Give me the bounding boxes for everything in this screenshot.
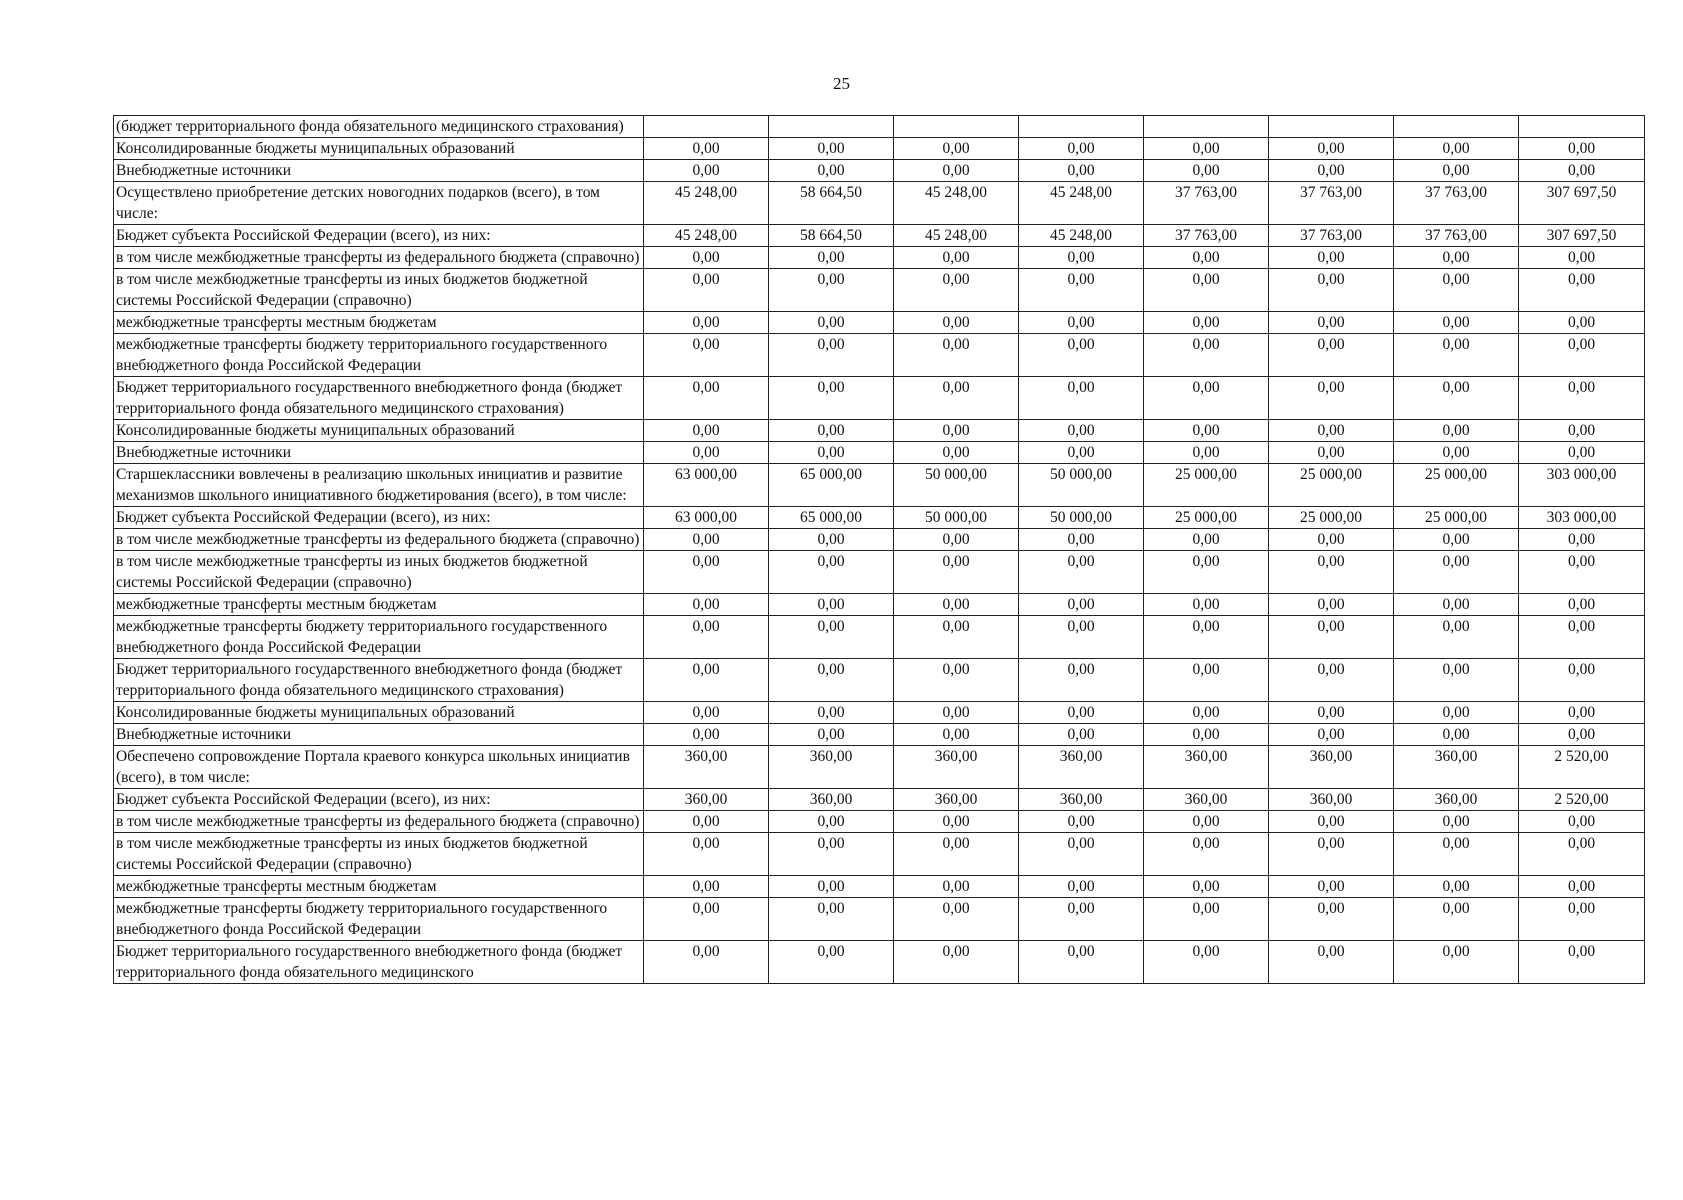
value-cell: 0,00 bbox=[894, 160, 1019, 182]
row-label: Обеспечено сопровождение Портала краевого конкурса школьных инициатив (всего), в том числе: bbox=[114, 746, 644, 789]
table-row bbox=[114, 116, 1645, 138]
value-cell: 0,00 bbox=[1394, 160, 1519, 182]
table-row bbox=[114, 182, 1645, 225]
value-cell: 0,00 bbox=[1269, 898, 1394, 941]
total-value-cell: 0,00 bbox=[1519, 941, 1645, 984]
row-label: (бюджет территориального фонда обязательного медицинского страхования) bbox=[114, 116, 644, 138]
value-cell: 0,00 bbox=[644, 551, 769, 594]
value-cell: 0,00 bbox=[1144, 724, 1269, 746]
value-cell: 0,00 bbox=[769, 811, 894, 833]
total-value-cell: 0,00 bbox=[1519, 898, 1645, 941]
row-label: в том числе межбюджетные трансферты из федерального бюджета (справочно) bbox=[114, 529, 644, 551]
table-row bbox=[114, 594, 1645, 616]
total-value-cell: 0,00 bbox=[1519, 442, 1645, 464]
value-cell: 0,00 bbox=[1019, 312, 1144, 334]
value-cell: 360,00 bbox=[894, 746, 1019, 789]
row-label: Внебюджетные источники bbox=[114, 160, 644, 182]
total-value-cell: 0,00 bbox=[1519, 529, 1645, 551]
value-cell: 0,00 bbox=[644, 702, 769, 724]
value-cell: 0,00 bbox=[1394, 551, 1519, 594]
row-label: межбюджетные трансферты бюджету территориального государственного внебюджетного фонда Российской Федерации bbox=[114, 898, 644, 941]
row-label: в том числе межбюджетные трансферты из федерального бюджета (справочно) bbox=[114, 247, 644, 269]
value-cell: 0,00 bbox=[1019, 702, 1144, 724]
row-label: межбюджетные трансферты местным бюджетам bbox=[114, 876, 644, 898]
value-cell: 0,00 bbox=[644, 138, 769, 160]
table-row bbox=[114, 702, 1645, 724]
value-cell: 0,00 bbox=[1394, 420, 1519, 442]
value-cell: 0,00 bbox=[769, 659, 894, 702]
value-cell: 0,00 bbox=[894, 551, 1019, 594]
value-cell: 360,00 bbox=[1269, 789, 1394, 811]
value-cell: 0,00 bbox=[894, 876, 1019, 898]
value-cell: 0,00 bbox=[1394, 269, 1519, 312]
value-cell: 0,00 bbox=[769, 377, 894, 420]
value-cell: 0,00 bbox=[1019, 247, 1144, 269]
value-cell: 0,00 bbox=[1019, 616, 1144, 659]
row-label: Бюджет субъекта Российской Федерации (всего), из них: bbox=[114, 789, 644, 811]
row-label: Бюджет субъекта Российской Федерации (всего), из них: bbox=[114, 507, 644, 529]
value-cell: 0,00 bbox=[769, 702, 894, 724]
total-value-cell: 2 520,00 bbox=[1519, 746, 1645, 789]
value-cell: 0,00 bbox=[1394, 811, 1519, 833]
value-cell: 0,00 bbox=[1394, 442, 1519, 464]
row-label: Бюджет субъекта Российской Федерации (всего), из них: bbox=[114, 225, 644, 247]
row-label: в том числе межбюджетные трансферты из иных бюджетов бюджетной системы Российской Федерации (справочно) bbox=[114, 269, 644, 312]
value-cell: 0,00 bbox=[1144, 442, 1269, 464]
total-value-cell: 0,00 bbox=[1519, 551, 1645, 594]
table-row bbox=[114, 898, 1645, 941]
value-cell: 0,00 bbox=[1144, 833, 1269, 876]
value-cell bbox=[1144, 116, 1269, 138]
value-cell: 0,00 bbox=[1144, 551, 1269, 594]
value-cell: 0,00 bbox=[644, 442, 769, 464]
budget-table bbox=[113, 115, 1645, 984]
table-row bbox=[114, 377, 1645, 420]
value-cell: 0,00 bbox=[1144, 334, 1269, 377]
value-cell: 25 000,00 bbox=[1144, 507, 1269, 529]
value-cell bbox=[644, 116, 769, 138]
value-cell: 25 000,00 bbox=[1394, 507, 1519, 529]
value-cell: 360,00 bbox=[769, 789, 894, 811]
value-cell: 0,00 bbox=[1019, 594, 1144, 616]
value-cell: 0,00 bbox=[644, 247, 769, 269]
value-cell: 37 763,00 bbox=[1394, 182, 1519, 225]
value-cell: 360,00 bbox=[1394, 789, 1519, 811]
row-label: Бюджет территориального государственного внебюджетного фонда (бюджет территориального фонда обязательного медицинского страхования) bbox=[114, 659, 644, 702]
value-cell: 0,00 bbox=[769, 876, 894, 898]
total-value-cell: 0,00 bbox=[1519, 420, 1645, 442]
value-cell: 0,00 bbox=[1394, 941, 1519, 984]
value-cell: 0,00 bbox=[1019, 377, 1144, 420]
value-cell: 0,00 bbox=[1394, 898, 1519, 941]
total-value-cell: 0,00 bbox=[1519, 138, 1645, 160]
value-cell: 37 763,00 bbox=[1394, 225, 1519, 247]
value-cell: 63 000,00 bbox=[644, 507, 769, 529]
value-cell: 63 000,00 bbox=[644, 464, 769, 507]
value-cell: 0,00 bbox=[1269, 724, 1394, 746]
value-cell: 0,00 bbox=[1019, 898, 1144, 941]
value-cell: 0,00 bbox=[644, 334, 769, 377]
value-cell: 0,00 bbox=[1144, 811, 1269, 833]
value-cell: 0,00 bbox=[1019, 659, 1144, 702]
value-cell: 0,00 bbox=[1269, 160, 1394, 182]
value-cell: 0,00 bbox=[894, 529, 1019, 551]
table-row bbox=[114, 507, 1645, 529]
value-cell: 25 000,00 bbox=[1269, 464, 1394, 507]
value-cell: 45 248,00 bbox=[644, 182, 769, 225]
total-value-cell: 303 000,00 bbox=[1519, 464, 1645, 507]
value-cell bbox=[894, 116, 1019, 138]
total-value-cell: 0,00 bbox=[1519, 594, 1645, 616]
value-cell: 0,00 bbox=[644, 269, 769, 312]
value-cell: 0,00 bbox=[769, 247, 894, 269]
value-cell: 0,00 bbox=[1144, 659, 1269, 702]
value-cell: 50 000,00 bbox=[894, 464, 1019, 507]
table-row bbox=[114, 269, 1645, 312]
table-row bbox=[114, 529, 1645, 551]
value-cell: 0,00 bbox=[644, 594, 769, 616]
row-label: в том числе межбюджетные трансферты из иных бюджетов бюджетной системы Российской Федерации (справочно) bbox=[114, 551, 644, 594]
value-cell: 0,00 bbox=[1269, 702, 1394, 724]
table-body bbox=[114, 116, 1645, 984]
value-cell: 0,00 bbox=[1144, 247, 1269, 269]
table-row bbox=[114, 420, 1645, 442]
value-cell: 0,00 bbox=[1019, 160, 1144, 182]
value-cell: 0,00 bbox=[1144, 269, 1269, 312]
value-cell: 0,00 bbox=[1394, 334, 1519, 377]
value-cell: 0,00 bbox=[1269, 616, 1394, 659]
value-cell: 0,00 bbox=[769, 269, 894, 312]
value-cell: 0,00 bbox=[769, 334, 894, 377]
value-cell: 0,00 bbox=[1144, 138, 1269, 160]
value-cell: 0,00 bbox=[769, 529, 894, 551]
value-cell: 0,00 bbox=[894, 247, 1019, 269]
row-label: Бюджет территориального государственного внебюджетного фонда (бюджет территориального фонда обязательного медицинского страхования) bbox=[114, 377, 644, 420]
value-cell: 360,00 bbox=[1394, 746, 1519, 789]
total-value-cell: 0,00 bbox=[1519, 247, 1645, 269]
value-cell: 0,00 bbox=[1019, 876, 1144, 898]
value-cell: 0,00 bbox=[1019, 529, 1144, 551]
row-label: межбюджетные трансферты местным бюджетам bbox=[114, 312, 644, 334]
table-row bbox=[114, 811, 1645, 833]
value-cell: 0,00 bbox=[644, 160, 769, 182]
value-cell: 0,00 bbox=[769, 724, 894, 746]
value-cell: 0,00 bbox=[769, 312, 894, 334]
value-cell: 0,00 bbox=[644, 529, 769, 551]
value-cell: 45 248,00 bbox=[1019, 225, 1144, 247]
table-row bbox=[114, 724, 1645, 746]
value-cell: 0,00 bbox=[1394, 377, 1519, 420]
row-label: в том числе межбюджетные трансферты из федерального бюджета (справочно) bbox=[114, 811, 644, 833]
value-cell bbox=[1019, 116, 1144, 138]
value-cell: 0,00 bbox=[1019, 833, 1144, 876]
row-label: Внебюджетные источники bbox=[114, 724, 644, 746]
value-cell: 0,00 bbox=[1144, 898, 1269, 941]
value-cell: 0,00 bbox=[1019, 811, 1144, 833]
value-cell: 0,00 bbox=[1019, 551, 1144, 594]
value-cell: 0,00 bbox=[1019, 269, 1144, 312]
value-cell: 45 248,00 bbox=[894, 182, 1019, 225]
value-cell: 0,00 bbox=[1269, 659, 1394, 702]
value-cell: 0,00 bbox=[644, 898, 769, 941]
value-cell: 0,00 bbox=[1269, 312, 1394, 334]
value-cell: 0,00 bbox=[1394, 312, 1519, 334]
value-cell: 0,00 bbox=[1144, 312, 1269, 334]
total-value-cell: 2 520,00 bbox=[1519, 789, 1645, 811]
value-cell: 0,00 bbox=[1269, 377, 1394, 420]
value-cell: 0,00 bbox=[1144, 594, 1269, 616]
value-cell bbox=[769, 116, 894, 138]
value-cell: 50 000,00 bbox=[1019, 464, 1144, 507]
value-cell: 37 763,00 bbox=[1269, 182, 1394, 225]
value-cell: 0,00 bbox=[1394, 594, 1519, 616]
value-cell: 0,00 bbox=[769, 551, 894, 594]
table-row bbox=[114, 225, 1645, 247]
value-cell: 0,00 bbox=[1394, 616, 1519, 659]
table-row bbox=[114, 616, 1645, 659]
value-cell: 65 000,00 bbox=[769, 464, 894, 507]
value-cell: 0,00 bbox=[894, 594, 1019, 616]
value-cell: 0,00 bbox=[644, 659, 769, 702]
total-value-cell: 307 697,50 bbox=[1519, 225, 1645, 247]
value-cell: 0,00 bbox=[894, 420, 1019, 442]
value-cell: 360,00 bbox=[644, 789, 769, 811]
value-cell: 0,00 bbox=[1394, 702, 1519, 724]
value-cell: 0,00 bbox=[1144, 702, 1269, 724]
value-cell: 0,00 bbox=[894, 724, 1019, 746]
value-cell: 0,00 bbox=[1269, 138, 1394, 160]
table-row bbox=[114, 551, 1645, 594]
value-cell: 0,00 bbox=[769, 420, 894, 442]
value-cell: 0,00 bbox=[1269, 529, 1394, 551]
value-cell: 0,00 bbox=[1144, 941, 1269, 984]
value-cell: 0,00 bbox=[1394, 833, 1519, 876]
value-cell: 0,00 bbox=[644, 876, 769, 898]
value-cell: 0,00 bbox=[1394, 529, 1519, 551]
value-cell: 37 763,00 bbox=[1269, 225, 1394, 247]
value-cell: 360,00 bbox=[1269, 746, 1394, 789]
value-cell bbox=[1269, 116, 1394, 138]
total-value-cell: 0,00 bbox=[1519, 616, 1645, 659]
value-cell: 0,00 bbox=[769, 833, 894, 876]
value-cell: 0,00 bbox=[1144, 377, 1269, 420]
value-cell: 0,00 bbox=[1269, 876, 1394, 898]
value-cell: 0,00 bbox=[894, 138, 1019, 160]
value-cell: 0,00 bbox=[644, 941, 769, 984]
value-cell: 25 000,00 bbox=[1269, 507, 1394, 529]
value-cell: 360,00 bbox=[894, 789, 1019, 811]
value-cell: 360,00 bbox=[1019, 789, 1144, 811]
value-cell: 0,00 bbox=[894, 811, 1019, 833]
value-cell: 0,00 bbox=[1019, 941, 1144, 984]
value-cell: 0,00 bbox=[644, 312, 769, 334]
value-cell: 0,00 bbox=[894, 377, 1019, 420]
table-row bbox=[114, 334, 1645, 377]
total-value-cell: 0,00 bbox=[1519, 160, 1645, 182]
value-cell: 58 664,50 bbox=[769, 182, 894, 225]
value-cell: 25 000,00 bbox=[1394, 464, 1519, 507]
value-cell: 0,00 bbox=[1394, 138, 1519, 160]
total-value-cell: 0,00 bbox=[1519, 702, 1645, 724]
value-cell: 45 248,00 bbox=[894, 225, 1019, 247]
value-cell: 360,00 bbox=[1019, 746, 1144, 789]
value-cell: 0,00 bbox=[644, 811, 769, 833]
value-cell: 50 000,00 bbox=[894, 507, 1019, 529]
total-value-cell: 0,00 bbox=[1519, 876, 1645, 898]
total-value-cell: 0,00 bbox=[1519, 811, 1645, 833]
value-cell: 0,00 bbox=[1019, 138, 1144, 160]
table-row bbox=[114, 789, 1645, 811]
total-value-cell: 0,00 bbox=[1519, 312, 1645, 334]
row-label: Консолидированные бюджеты муниципальных образований bbox=[114, 420, 644, 442]
table-row bbox=[114, 659, 1645, 702]
value-cell: 0,00 bbox=[769, 616, 894, 659]
value-cell: 0,00 bbox=[1019, 442, 1144, 464]
value-cell: 0,00 bbox=[1394, 247, 1519, 269]
value-cell: 0,00 bbox=[1269, 247, 1394, 269]
table-row bbox=[114, 312, 1645, 334]
value-cell: 0,00 bbox=[1394, 659, 1519, 702]
total-value-cell: 0,00 bbox=[1519, 334, 1645, 377]
value-cell: 0,00 bbox=[1144, 529, 1269, 551]
value-cell: 0,00 bbox=[1269, 811, 1394, 833]
value-cell: 360,00 bbox=[769, 746, 894, 789]
value-cell: 45 248,00 bbox=[1019, 182, 1144, 225]
value-cell: 0,00 bbox=[1269, 269, 1394, 312]
value-cell: 0,00 bbox=[644, 724, 769, 746]
value-cell: 360,00 bbox=[644, 746, 769, 789]
value-cell: 0,00 bbox=[1269, 551, 1394, 594]
table-row bbox=[114, 941, 1645, 984]
value-cell: 0,00 bbox=[1144, 160, 1269, 182]
value-cell: 45 248,00 bbox=[644, 225, 769, 247]
total-value-cell: 0,00 bbox=[1519, 724, 1645, 746]
table-row bbox=[114, 833, 1645, 876]
table-row bbox=[114, 876, 1645, 898]
value-cell: 0,00 bbox=[1019, 420, 1144, 442]
value-cell: 0,00 bbox=[1269, 833, 1394, 876]
value-cell: 0,00 bbox=[1144, 876, 1269, 898]
value-cell: 0,00 bbox=[769, 138, 894, 160]
value-cell: 0,00 bbox=[1269, 420, 1394, 442]
value-cell: 25 000,00 bbox=[1144, 464, 1269, 507]
value-cell: 0,00 bbox=[644, 377, 769, 420]
value-cell: 0,00 bbox=[644, 420, 769, 442]
value-cell: 0,00 bbox=[894, 941, 1019, 984]
value-cell: 0,00 bbox=[894, 702, 1019, 724]
row-label: межбюджетные трансферты бюджету территориального государственного внебюджетного фонда Российской Федерации bbox=[114, 616, 644, 659]
row-label: в том числе межбюджетные трансферты из иных бюджетов бюджетной системы Российской Федерации (справочно) bbox=[114, 833, 644, 876]
value-cell: 0,00 bbox=[894, 833, 1019, 876]
value-cell: 0,00 bbox=[1394, 724, 1519, 746]
value-cell: 0,00 bbox=[894, 312, 1019, 334]
total-value-cell: 0,00 bbox=[1519, 269, 1645, 312]
value-cell: 0,00 bbox=[1019, 724, 1144, 746]
value-cell: 50 000,00 bbox=[1019, 507, 1144, 529]
table-row bbox=[114, 442, 1645, 464]
value-cell: 0,00 bbox=[894, 334, 1019, 377]
total-value-cell bbox=[1519, 116, 1645, 138]
table-row bbox=[114, 464, 1645, 507]
table-row bbox=[114, 138, 1645, 160]
row-label: Старшеклассники вовлечены в реализацию школьных инициатив и развитие механизмов школьного инициативного бюджетирования (всего), в том числе: bbox=[114, 464, 644, 507]
total-value-cell: 307 697,50 bbox=[1519, 182, 1645, 225]
value-cell: 0,00 bbox=[894, 898, 1019, 941]
value-cell: 0,00 bbox=[769, 898, 894, 941]
value-cell: 65 000,00 bbox=[769, 507, 894, 529]
value-cell: 37 763,00 bbox=[1144, 182, 1269, 225]
value-cell: 0,00 bbox=[894, 659, 1019, 702]
row-label: Бюджет территориального государственного внебюджетного фонда (бюджет территориального фонда обязательного медицинского bbox=[114, 941, 644, 984]
row-label: межбюджетные трансферты бюджету территориального государственного внебюджетного фонда Российской Федерации bbox=[114, 334, 644, 377]
row-label: межбюджетные трансферты местным бюджетам bbox=[114, 594, 644, 616]
value-cell: 0,00 bbox=[769, 941, 894, 984]
value-cell: 0,00 bbox=[769, 442, 894, 464]
value-cell: 0,00 bbox=[644, 616, 769, 659]
value-cell: 0,00 bbox=[1019, 334, 1144, 377]
value-cell: 0,00 bbox=[1144, 420, 1269, 442]
value-cell: 0,00 bbox=[1269, 442, 1394, 464]
value-cell bbox=[1394, 116, 1519, 138]
value-cell: 0,00 bbox=[894, 616, 1019, 659]
value-cell: 0,00 bbox=[769, 160, 894, 182]
row-label: Внебюджетные источники bbox=[114, 442, 644, 464]
value-cell: 0,00 bbox=[769, 594, 894, 616]
table-row bbox=[114, 746, 1645, 789]
value-cell: 0,00 bbox=[1269, 941, 1394, 984]
value-cell: 0,00 bbox=[894, 442, 1019, 464]
value-cell: 0,00 bbox=[1269, 594, 1394, 616]
value-cell: 0,00 bbox=[1144, 616, 1269, 659]
table-row bbox=[114, 247, 1645, 269]
value-cell: 0,00 bbox=[894, 269, 1019, 312]
total-value-cell: 0,00 bbox=[1519, 377, 1645, 420]
value-cell: 37 763,00 bbox=[1144, 225, 1269, 247]
table-row bbox=[114, 160, 1645, 182]
row-label: Осуществлено приобретение детских новогодних подарков (всего), в том числе: bbox=[114, 182, 644, 225]
value-cell: 0,00 bbox=[1394, 876, 1519, 898]
value-cell: 0,00 bbox=[644, 833, 769, 876]
value-cell: 58 664,50 bbox=[769, 225, 894, 247]
value-cell: 360,00 bbox=[1144, 789, 1269, 811]
row-label: Консолидированные бюджеты муниципальных образований bbox=[114, 702, 644, 724]
value-cell: 0,00 bbox=[1269, 334, 1394, 377]
total-value-cell: 0,00 bbox=[1519, 659, 1645, 702]
row-label: Консолидированные бюджеты муниципальных образований bbox=[114, 138, 644, 160]
total-value-cell: 0,00 bbox=[1519, 833, 1645, 876]
total-value-cell: 303 000,00 bbox=[1519, 507, 1645, 529]
value-cell: 360,00 bbox=[1144, 746, 1269, 789]
page-number: 25 bbox=[833, 74, 850, 93]
